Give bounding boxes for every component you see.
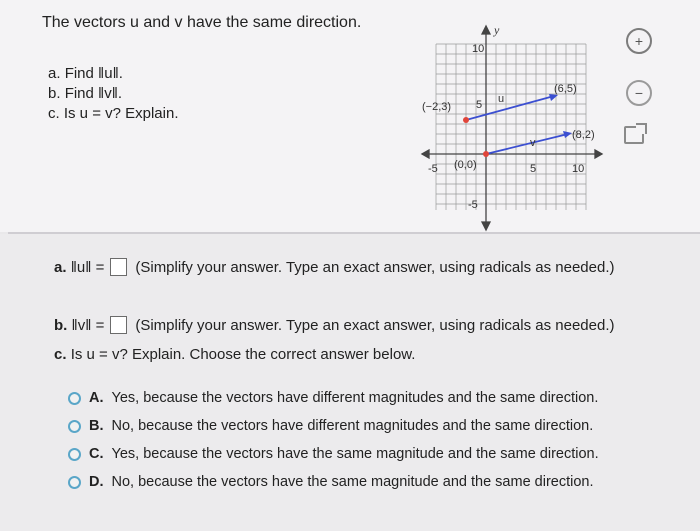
option-b[interactable] (68, 418, 593, 434)
radio-c[interactable] (68, 448, 81, 461)
option-b-letter: B. (89, 418, 104, 434)
option-d-letter: D. (89, 474, 104, 490)
option-a[interactable] (68, 390, 598, 406)
popout-icon[interactable] (624, 126, 644, 144)
tick-label-y-5: 5 (476, 99, 483, 111)
answer-a-hint: (Simplify your answer. Type an exact answer, using radicals as needed.) (135, 258, 615, 276)
tick-label-x-neg5: -5 (428, 163, 438, 175)
question-part-c: c. Is u = v? Explain. (48, 105, 179, 122)
answer-a-input[interactable] (110, 258, 127, 276)
answer-b-expr: ‖v‖ = (71, 316, 105, 334)
option-a-letter: A. (89, 390, 104, 406)
vector-graph (418, 22, 610, 232)
tick-label-x-5: 5 (530, 163, 537, 175)
zoom-out-icon[interactable]: − (626, 80, 652, 106)
y-axis-label: y (494, 23, 500, 37)
tick-label-y-10: 10 (472, 43, 485, 55)
answer-c-text: Is u = v? Explain. Choose the correct answer below. (70, 346, 416, 363)
point-v-end: (8,2) (572, 129, 595, 141)
point-u-start: (−2,3) (422, 101, 452, 113)
option-c-text: Yes, because the vectors have the same magnitude and the same direction. (111, 446, 599, 462)
answer-a-expr: ‖u‖ = (70, 258, 105, 276)
answer-row-a (54, 258, 615, 276)
option-c[interactable] (68, 446, 599, 462)
question-part-b: b. Find ‖v‖. (48, 85, 123, 102)
option-c-letter: C. (89, 446, 104, 462)
answer-c-label: c. (54, 346, 67, 363)
option-b-text: No, because the vectors have different magnitudes and the same direction. (111, 418, 594, 434)
answer-b-input[interactable] (110, 316, 127, 334)
graph-grid (436, 44, 586, 210)
radio-d[interactable] (68, 476, 81, 489)
zoom-in-icon[interactable]: + (626, 28, 652, 54)
question-part-a: a. Find ‖u‖. (48, 65, 123, 82)
option-a-text: Yes, because the vectors have different magnitudes and the same direction. (111, 390, 599, 406)
vector-v-label: v (530, 137, 536, 149)
option-d-text: No, because the vectors have the same magnitude and the same direction. (111, 474, 594, 490)
tick-label-x-10: 10 (572, 163, 585, 175)
answer-a-label: a. (54, 258, 67, 276)
answer-row-c (54, 346, 415, 363)
radio-b[interactable] (68, 420, 81, 433)
graph-axes (422, 26, 602, 230)
vector-u-label: u (498, 93, 505, 105)
answer-b-hint: (Simplify your answer. Type an exact answer, using radicals as needed.) (135, 316, 615, 334)
option-d[interactable] (68, 474, 594, 490)
tick-label-y-neg5: -5 (468, 199, 478, 211)
answer-b-label: b. (54, 316, 68, 334)
point-u-end: (6,5) (554, 83, 577, 95)
question-parts (48, 64, 179, 124)
question-title: The vectors u and v have the same direction. (42, 14, 362, 31)
radio-a[interactable] (68, 392, 81, 405)
answer-row-b (54, 316, 614, 334)
point-v-start: (0,0) (454, 159, 477, 171)
